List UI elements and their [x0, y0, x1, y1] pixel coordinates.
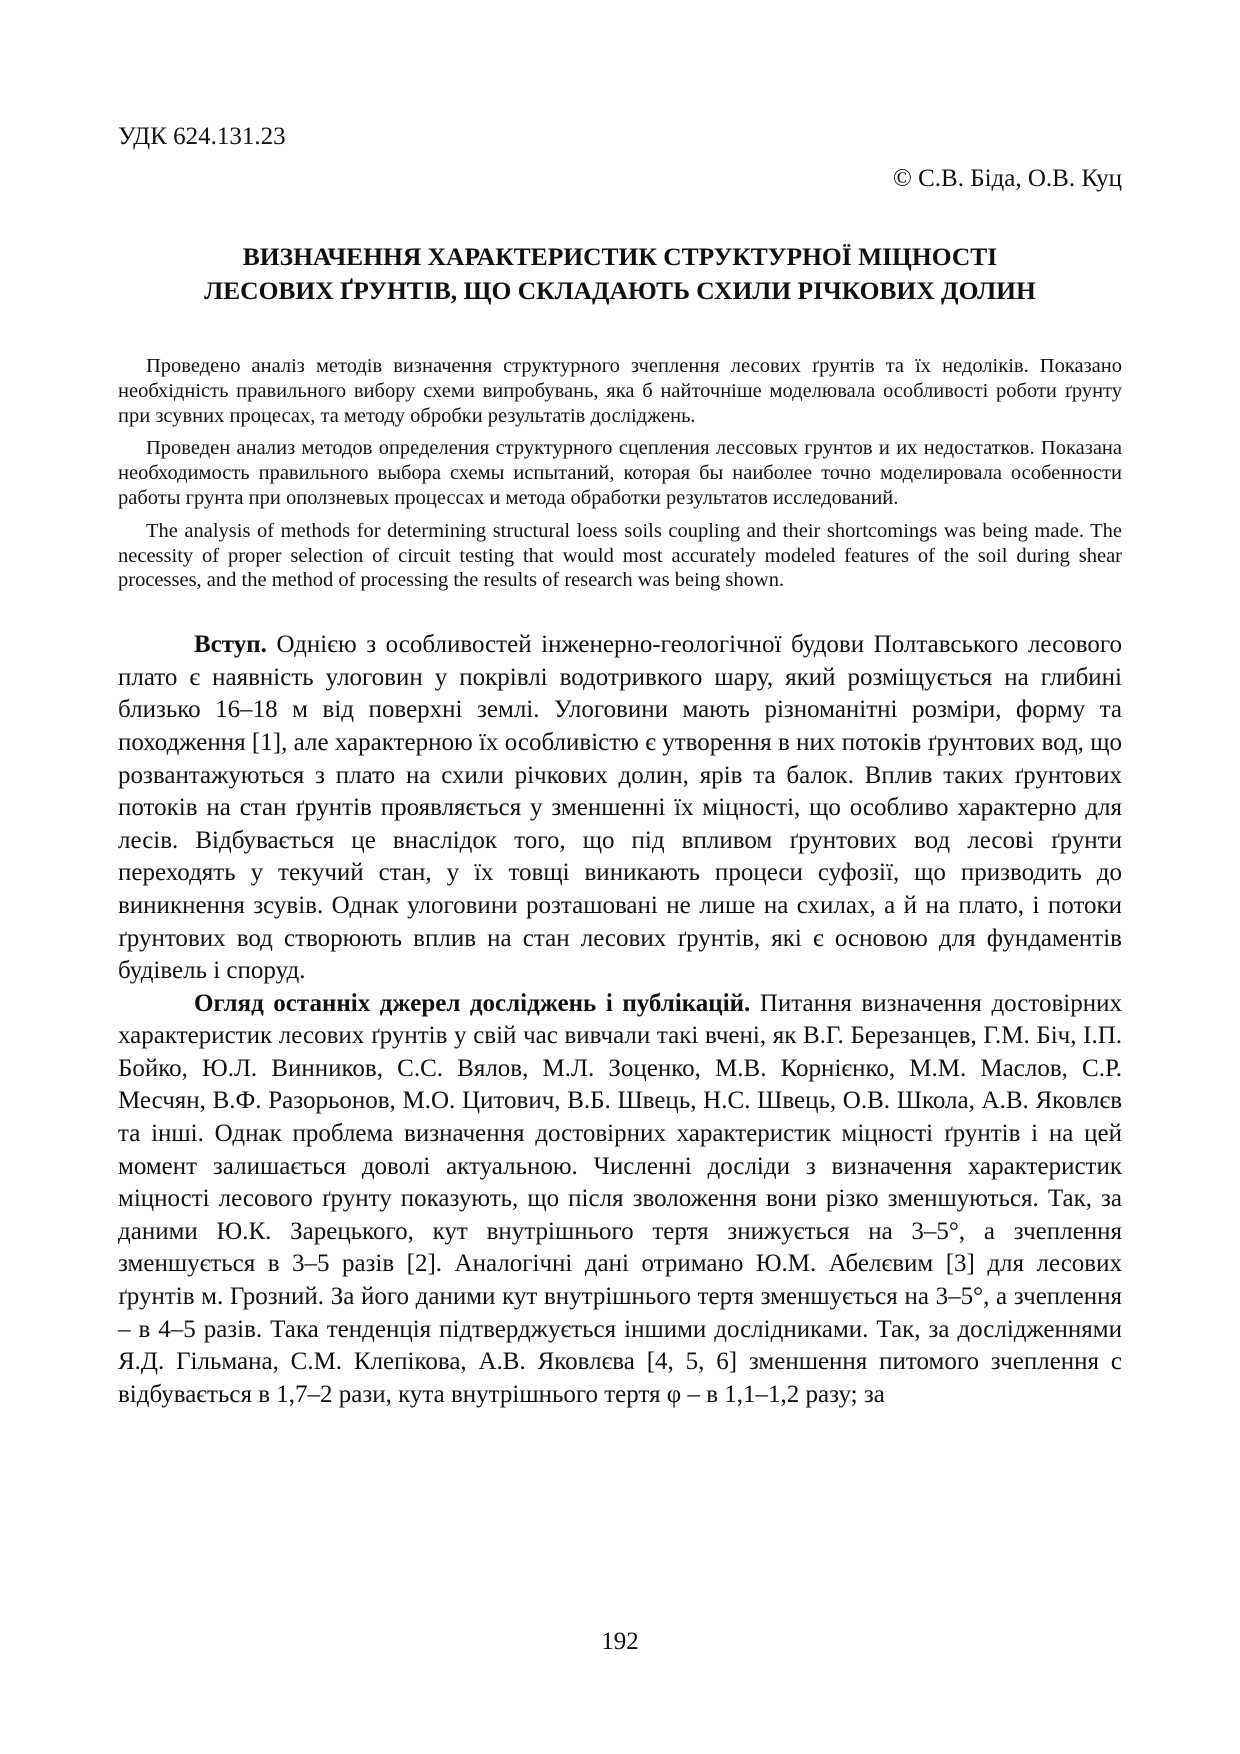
abstract-russian: Проведен анализ методов определения структурного сцепления лессовых грунтов и их недостатков. Показана необходимость правильного выбора схемы испытаний, которая бы наиболее точно моделировала особенности работы грунта при оползневых процессах и метода обработки результатов исследований. [118, 437, 1122, 509]
intro-paragraph [118, 629, 1122, 988]
abstract-english: The analysis of methods for determining structural loess soils coupling and their shortcomings was being made. The necessity of proper selection of circuit testing that would most accurately modeled features of the soil during shear processes, and the method of processing the results of research was being shown. [118, 519, 1122, 592]
title-line-1: ВИЗНАЧЕННЯ ХАРАКТЕРИСТИК СТРУКТУРНОЇ МІЦНОСТІ [242, 242, 998, 271]
article-title [118, 240, 1122, 308]
page-number: 192 [601, 1628, 639, 1655]
review-paragraph [118, 988, 1122, 1412]
udk-code: УДК 624.131.23 [118, 123, 286, 150]
authors-line: © С.В. Біда, О.В. Куц [892, 165, 1122, 192]
intro-heading: Вступ. [194, 631, 267, 659]
review-text: Питання визначення достовірних характеристик лесових ґрунтів у свій час вивчали такі вчені, як В.Г. Березанцев, Г.М. Біч, І.П. Бойко, Ю.Л. Винников, С.С. Вялов, М.Л. Зоценко, М.В. Корнієнко, М.М. Маслов, С.Р. Месчян, В.Ф. Разорьонов, М.О. Цитович, В.Б. Швець, Н.С. Швець, О.В. Школа, А.В. Яковлєв та інші. Однак проблема визначення достовірних характеристик міцності ґрунтів і на цей момент залишається доволі актуальною. Численні досліди з визначення характеристик міцності лесового ґрунту показують, що після зволоження вони різко зменшуються. Так, за даними Ю.К. Зарецького, кут внутрішнього тертя знижується на 3–5°, а зчеплення зменшується в 3–5 разів [2]. Аналогічні дані отримано Ю.М. Абелєвим [3] для лесових ґрунтів м. Грозний. За його даними кут внутрішнього тертя зменшується на 3–5°, а зчеплення – в 4–5 разів. Така тенденція підтверджується іншими дослідниками. Так, за дослідженнями Я.Д. Гільмана, С.М. Клепікова, А.В. Яковлєва [4, 5, 6] зменшення питомого зчеплення c відбувається в 1,7–2 рази, кута внутрішнього тертя φ – в 1,1–1,2 разу; за [118, 989, 1122, 1408]
abstracts-block [118, 354, 1122, 593]
title-line-2: ЛЕСОВИХ ҐРУНТІВ, ЩО СКЛАДАЮТЬ СХИЛИ РІЧКОВИХ ДОЛИН [204, 276, 1036, 305]
article-body [118, 629, 1122, 1411]
abstract-ukrainian: Проведено аналіз методів визначення структурного зчеплення лесових ґрунтів та їх недоліків. Показано необхідність правильного вибору схеми випробувань, яка б найточніше моделювала особливості роботи ґрунту при зсувних процесах, та методу обробки результатів досліджень. [118, 355, 1122, 427]
intro-text: Однією з особливостей інженерно-геологічної будови Полтавського лесового плато є наявність улоговин у покрівлі водотривкого шару, який розміщується на глибині близько 16–18 м від поверхні землі. Улоговини мають різноманітні розміри, форму та походження [1], але характерною їх особливістю є утворення в них потоків ґрунтових вод, що розвантажуються з плато на схили річкових долин, ярів та балок. Вплив таких ґрунтових потоків на стан ґрунтів проявляється у зменшенні їх міцності, що особливо характерно для лесів. Відбувається це внаслідок того, що під впливом ґрунтових вод лесові ґрунти переходять у текучий стан, у їх товщі виникають процеси суфозії, що призводить до виникнення зсувів. Однак улоговини розташовані не лише на схилах, а й на плато, і потоки ґрунтових вод створюють вплив на стан лесових ґрунтів, які є основою для фундаментів будівель і споруд. [118, 631, 1122, 985]
review-heading: Огляд останніх джерел досліджень і публікацій. [194, 989, 751, 1017]
